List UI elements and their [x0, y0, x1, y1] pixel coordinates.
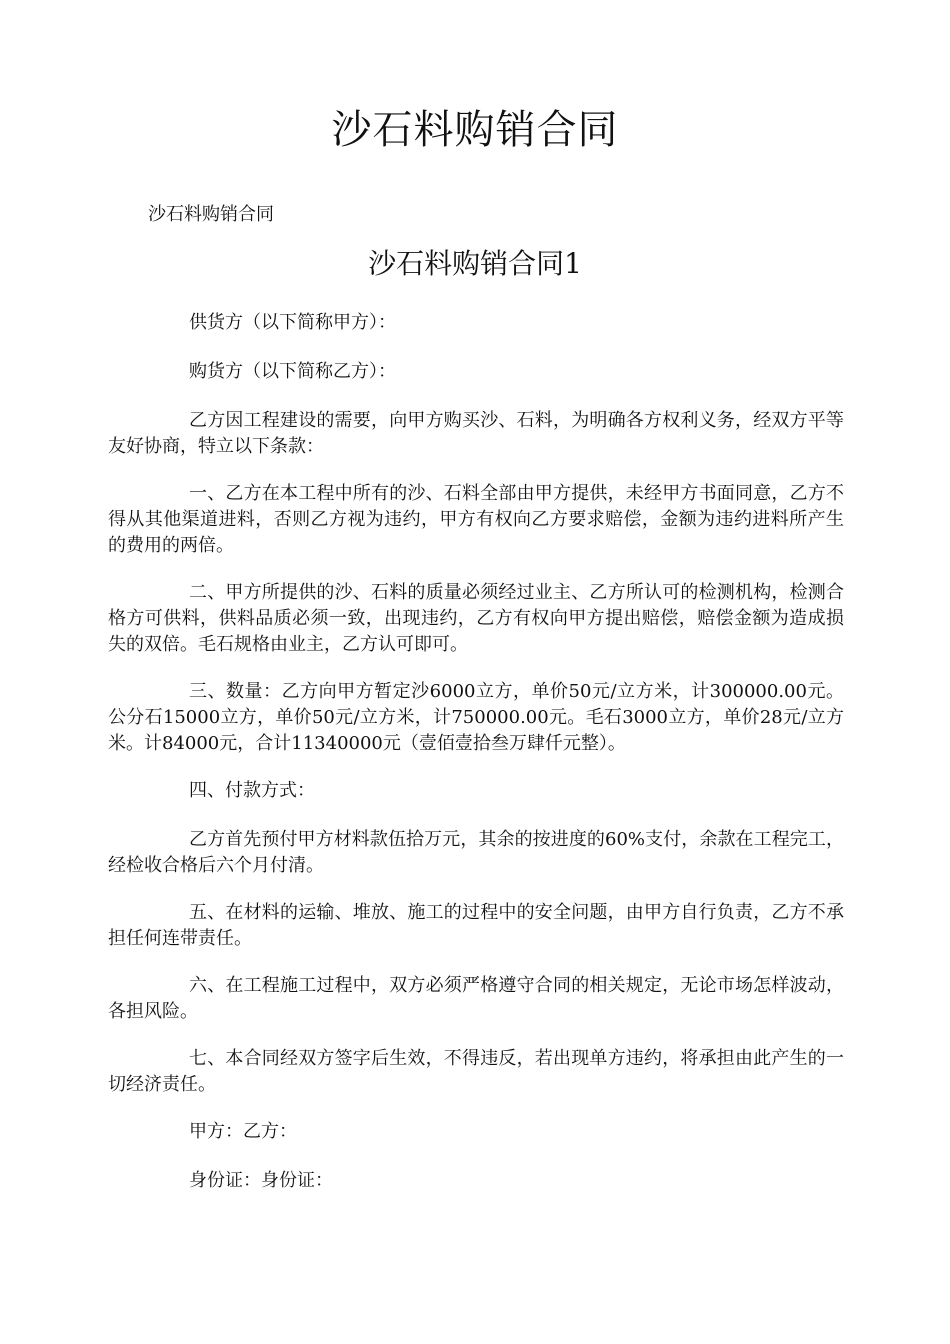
clause-4-payment: 乙方首先预付甲方材料款伍拾万元，其余的按进度的60%支付，余款在工程完工，经检收合格后六个月付清。 [108, 829, 844, 876]
clause-3-quantity: 三、数量：乙方向甲方暂定沙6000立方，单价50元/立方米，计300000.00元。公分石15000立方，单价50元/立方米，计750000.00元。毛石3000立方，单价28元/立方米。计84000元，合计11340000元（壹佰壹拾叁万肆仟元整）。 [108, 681, 844, 754]
clause-2: 二、甲方所提供的沙、石料的质量必须经过业主、乙方所认可的检测机构，检测合格方可供料，供料品质必须一致，出现违约，乙方有权向甲方提出赔偿，赔偿金额为造成损失的双倍。毛石规格由业主，乙方认可即可。 [108, 582, 844, 655]
clause-4-heading: 四、付款方式： [189, 780, 315, 801]
contract-title: 沙石料购销合同1 [368, 247, 582, 280]
preamble-paragraph: 乙方因工程建设的需要，向甲方购买沙、石料，为明确各方权利义务，经双方平等友好协商，特立以下条款： [108, 410, 844, 457]
document-title: 沙石料购销合同 [331, 107, 619, 153]
purchaser-line: 购货方（以下简称乙方）： [189, 361, 396, 382]
contract-body [108, 310, 844, 1217]
clause-7: 七、本合同经双方签字后生效，不得违反，若出现单方违约，将承担由此产生的一切经济责任。 [108, 1048, 844, 1095]
supplier-line: 供货方（以下简称甲方）： [189, 312, 396, 333]
document-subheading: 沙石料购销合同 [148, 204, 274, 225]
id-card-line: 身份证：身份证： [189, 1170, 333, 1191]
clause-6: 六、在工程施工过程中，双方必须严格遵守合同的相关规定，无论市场怎样波动，各担风险。 [108, 975, 844, 1022]
clause-1: 一、乙方在本工程中所有的沙、石料全部由甲方提供，未经甲方书面同意，乙方不得从其他渠道进料，否则乙方视为违约，甲方有权向乙方要求赔偿，金额为违约进料所产生的费用的两倍。 [108, 483, 844, 556]
clause-5: 五、在材料的运输、堆放、施工的过程中的安全问题，由甲方自行负责，乙方不承担任何连带责任。 [108, 902, 844, 949]
signature-parties-line: 甲方：乙方： [189, 1121, 297, 1142]
